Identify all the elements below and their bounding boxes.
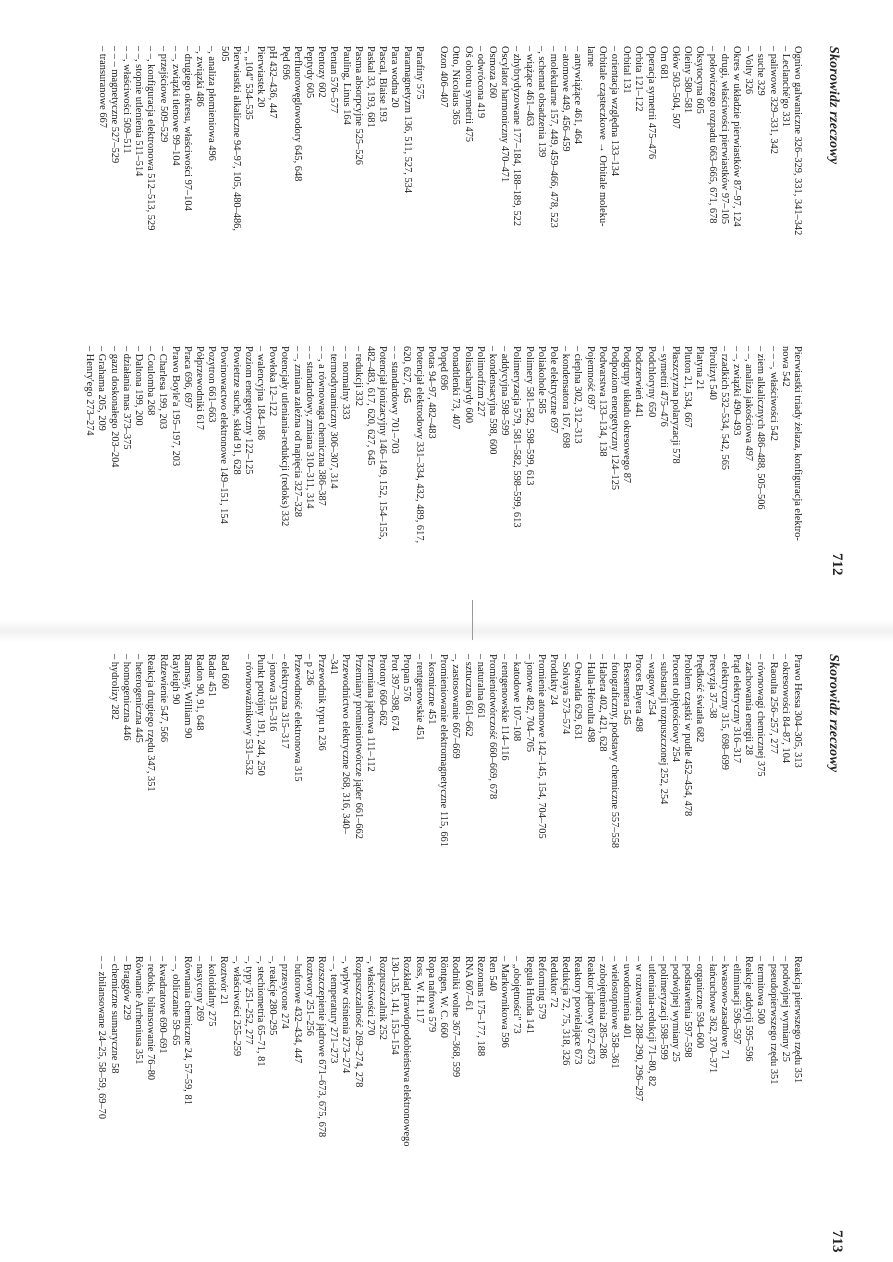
index-entry: Potas 94–97, 482–483 [425, 346, 437, 439]
index-entry: – – standardowy, zmiana 310–311, 314 [303, 346, 315, 509]
index-entry: – drugiego okresu, właściwości 97–104 [182, 46, 194, 211]
index-entry: Ramsay, William 90 [182, 654, 194, 739]
index-entry: Paramagnetyzm 136, 511, 527, 534 [401, 46, 413, 194]
index-entry: – okresowości 84–87, 104 [779, 654, 791, 764]
index-entry: Proces Bayera 498 [633, 654, 645, 732]
index-entry: Polisacharydy 600 [462, 346, 474, 424]
index-entry: – wiążące 461–463 [523, 46, 535, 127]
section-gap [230, 654, 242, 864]
index-entry: –, właściwości 270 [364, 956, 376, 1036]
index-entry: – zobojętnienia 285–286 [596, 956, 608, 1059]
index-entry: Pentan 576–577 [328, 46, 340, 114]
right-page [0, 642, 893, 1262]
index-entry: Problem cząstki w pudle 452–454, 478 [682, 654, 694, 817]
index-entry: – przejściowe 509–529 [157, 46, 169, 143]
index-entry: – termitowa 500 [755, 956, 767, 1025]
index-entry: pH 432–436, 447 [267, 46, 279, 119]
index-entry: – Charlesa 199, 203 [157, 346, 169, 430]
index-entry: Operacja symetrii 475–476 [645, 46, 657, 160]
index-entry: – koloidalny 275 [206, 956, 218, 1027]
index-entry: Podgrupy układu okresowego 87 [621, 346, 633, 484]
index-entry: – –, analiza jakościowa 497 [743, 346, 755, 462]
index-entry: Om 681 [657, 46, 669, 80]
index-entry: – sztuczna 661–662 [462, 654, 474, 737]
index-entry: – Halla-Héroulta 498 [584, 654, 596, 743]
index-entry: – rentgenowskie 451 [413, 654, 425, 741]
index-entry: – nasycony 269 [194, 956, 206, 1022]
index-entry: – –, związki 490–493 [730, 346, 742, 436]
index-entry: Podpoziom energetyczny 124–125 [608, 346, 620, 491]
index-entry: – cieplna 302, 312–313 [572, 346, 584, 444]
index-entry: Radar 451 [206, 654, 218, 697]
index-entry: – odwrócona 419 [474, 46, 486, 119]
index-entry: Rayleigh 90 [169, 654, 181, 705]
index-entry: Reaktory powielające 673 [572, 956, 584, 1065]
index-entry: Pasma absorpcyjne 525–526 [352, 46, 364, 165]
index-entry: Platyna 21 [694, 346, 706, 391]
index-entry: – Leclanché'go 331 [779, 46, 791, 127]
index-entry: –, wpływ ciśnienia 273–274 [340, 956, 352, 1074]
index-entry: Pascal, Blaise 193 [377, 46, 389, 122]
index-entry: Para wodna 20 [389, 46, 401, 108]
index-entry: – kwasowo-zasadowe 71 [718, 956, 730, 1060]
index-entry: Potencjały utleniania-redukcji (redoks) 332 [279, 346, 291, 527]
index-entry: – jonowa 315–316 [267, 654, 279, 732]
right-page-header: Skorowidz rzeczowy [826, 654, 841, 773]
index-entry: –, zastosowanie 667–669 [450, 654, 462, 759]
index-entry: – walencyjna 184–186 [255, 346, 267, 441]
index-entry: Podczerwień 441 [633, 346, 645, 418]
index-entry: – redukcji 332 [352, 346, 364, 407]
right-column-1 [108, 654, 803, 864]
index-entry: Rozszczepienie jądrowe 671–673, 675, 678 [316, 956, 328, 1138]
index-entry: – paliwowe 329–331, 342 [767, 46, 779, 154]
index-entry: Propan 576 [401, 654, 413, 702]
index-entry: Paskal 33, 193, 681 [365, 46, 377, 128]
index-entry: – Habera 402, 421, 628 [596, 654, 608, 752]
index-entry: Płaszczyzna polaryzacji 578 [669, 346, 681, 464]
index-entry: – atomowe 449, 456–459 [560, 46, 572, 152]
index-entry: Produkty 24 [547, 654, 559, 706]
index-entry: – –, związki tlenowe 99–104 [169, 46, 181, 166]
left-column-1 [95, 46, 803, 256]
index-entry: – drugi, właściwości pierwiastków 97–105 [718, 46, 730, 225]
index-entry: – symetrii 475–476 [657, 346, 669, 427]
index-entry: – Daltona 199, 200 [133, 346, 145, 426]
index-entry: 482–483, 617, 620, 627, 645 [364, 346, 376, 466]
index-entry: 130–135, 141, 153–154 [389, 956, 401, 1055]
index-entry: larne [584, 46, 596, 67]
index-entry: Reguła Hunda 141 [523, 956, 535, 1034]
index-entry: Oś obrotu symetrii 475 [462, 46, 474, 143]
index-entry: Pentozy 602 [316, 46, 328, 98]
index-entry: – addycyjna 598–599 [499, 346, 511, 436]
index-entry: – –, zmiana zależna od napięcia 327–328 [291, 346, 303, 518]
index-entry: Pojemność 697 [584, 346, 596, 410]
index-entry: Roztwory 251–256 [303, 956, 315, 1036]
index-entry: Ren 540 [486, 956, 498, 991]
index-entry: Potencjał elektrodowy 331–334, 432, 489, 617, [413, 346, 425, 544]
index-entry: – –, właściwości 509–511 [121, 46, 133, 154]
index-entry: Reduktor 72 [547, 956, 559, 1008]
index-entry: Przemiany promieniotwórcze jąder 661–662 [352, 654, 364, 839]
index-entry: – kondensatora 167, 698 [560, 346, 572, 449]
index-entry: – elektryczny 315, 698–699 [718, 654, 730, 771]
index-entry: – polimeryzacji 598–599 [657, 956, 669, 1060]
index-entry: – gazu doskonałego 203–204 [108, 346, 120, 468]
right-column-2 [95, 956, 803, 1166]
index-entry: Ponadtlenki 73, 407 [450, 346, 462, 430]
index-entry: Rozpuszczalnik 252 [377, 956, 389, 1040]
index-entry: Ozon 406–407 [438, 46, 450, 108]
index-entry: – redoks, bilansowanie 76–80 [145, 956, 157, 1081]
index-entry: – Raoulta 256–257, 277 [767, 654, 779, 754]
index-entry: Peptydy 605 [304, 46, 316, 99]
index-entry: Reforming 579 [535, 956, 547, 1020]
index-entry: Prędkość światła 682 [694, 654, 706, 743]
index-entry: Orbital 131 [621, 46, 633, 94]
right-page-number: 713 [829, 1230, 845, 1253]
index-entry: Radon 90, 91, 648 [194, 654, 206, 731]
index-entry: 505 [218, 46, 230, 62]
index-entry: Przemiana jądrowa 111–112 [364, 654, 376, 772]
index-entry: – pseudopierwszego rzędu 351 [767, 956, 779, 1085]
index-entry: – Bessemera 545 [621, 654, 633, 725]
index-entry: Przewodność elektronowa 315 [291, 654, 303, 782]
index-entry: Ogniwo galwaniczne 326–329, 331, 341–342 [792, 46, 803, 236]
index-entry: Oksytocyna 605 [694, 46, 706, 114]
index-entry: Pirolizyt 540 [706, 346, 718, 400]
index-entry: Röntgen, W. C. 660 [438, 956, 450, 1038]
index-entry: Polimeryzacja 579, 581–582, 598–599, 613 [511, 346, 523, 528]
index-entry: Ropa naftowa 579 [425, 956, 437, 1033]
index-entry: RNA 607–61 [462, 956, 474, 1012]
index-entry: Perfluorowęglowodory 645, 648 [291, 46, 303, 182]
index-entry: Prawo Hessa 304–305, 313 [792, 654, 803, 768]
section-gap [425, 46, 437, 256]
index-entry: Orbita 121–122 [633, 46, 645, 112]
index-entry: – fotograficzny, podstawy chemiczne 557–558 [608, 654, 620, 849]
index-entry: Promieniotwórczość 660–669, 678 [486, 654, 498, 800]
index-entry: Prawo Boyle'a 195–197, 203 [169, 346, 181, 467]
index-entry: – Grahama 205, 209 [96, 346, 108, 431]
index-entry: Pozytron 661–663 [206, 346, 218, 423]
index-entry: – orientacja względna 133–134 [608, 46, 620, 177]
index-entry: – kwadratowe 690–691 [157, 956, 169, 1054]
index-entry: Polimery 581–582, 598–599, 613 [523, 346, 535, 486]
index-entry: – uwodornienia 401 [621, 956, 633, 1040]
index-entry: – Ostwalda 629, 631 [572, 654, 584, 741]
index-entry: –, analiza płomieniowa 496 [206, 46, 218, 161]
index-entry: –, „104" 534–535 [243, 46, 255, 120]
index-entry: – –, a równowaga chemiczna 386–387 [316, 346, 328, 506]
index-entry: Reakcja drugiego rzędu 347, 351 [145, 654, 157, 792]
index-entry: – działania mas 373–375 [120, 346, 132, 450]
index-entry: –341 [328, 654, 340, 675]
index-entry: Ross, W. H. 117 [413, 956, 425, 1024]
index-entry: Pierwiastki alkaliczne 94–97, 105, 480–486, [230, 46, 242, 231]
index-entry: Parafiny 575 [413, 46, 425, 100]
index-entry: – równoważnikowy 531–532 [242, 654, 254, 776]
index-entry: Pole elektryczne 697 [547, 346, 559, 434]
index-entry: – „obojętności" 73 [511, 956, 523, 1034]
index-entry: – podstawienia 597–598 [682, 956, 694, 1058]
index-entry: – – normalny 333 [340, 346, 352, 420]
index-entry: – –, obliczanie 59–65 [169, 956, 181, 1046]
index-entry: –, właściwości 255–259 [230, 956, 242, 1057]
index-entry: – homogeniczna 446 [121, 654, 133, 741]
index-entry: – utleniania-redukcji 71–80, 82 [645, 956, 657, 1087]
index-entry: – antywiążące 461, 464 [572, 46, 584, 145]
index-entry: Osmoza 260 [486, 46, 498, 99]
index-entry: Otto, Nicolaus 365 [450, 46, 462, 125]
index-entry: – organiczne 594–600 [694, 956, 706, 1049]
left-column-2 [83, 346, 803, 556]
index-entry: – Volty 326 [743, 46, 755, 95]
index-entry: – – – magnetyczne 527–529 [108, 46, 120, 164]
index-entry: – –, konfiguracja elektronowa 512–513, 529 [145, 46, 157, 231]
index-entry: Protony 660–662 [377, 654, 389, 726]
index-entry: Popęd 696 [438, 346, 450, 391]
index-entry: nowa 542 [779, 346, 791, 387]
index-entry: Okres w układzie pierwiastków 87–97, 124 [730, 46, 742, 227]
index-entry: – katodowe 107–108 [511, 654, 523, 742]
index-entry: –, związki 486 [194, 46, 206, 107]
index-entry: Oscylator harmoniczny 470–471 [499, 46, 511, 183]
index-entry: – chemiczne sumaryczne 58 [108, 956, 120, 1074]
index-entry: Precyzja 37–38 [706, 654, 718, 719]
index-entry: – –, temperatury 271–273 [328, 956, 340, 1064]
index-entry: Równanie Arrheniusa 351 [133, 956, 145, 1065]
index-entry: – wielostopniowe 358–361 [608, 956, 620, 1069]
index-entry: Reakcje addycji 595–596 [743, 956, 755, 1062]
index-entry: – substancji rozpuszczonej 252, 254 [657, 654, 669, 805]
index-entry: – – –, właściwości 542 [767, 346, 779, 441]
index-entry: Pęd 696 [279, 46, 291, 80]
index-entry: – zhybrydyzowane 177–184, 188–189, 522 [511, 46, 523, 227]
index-entry: Rozpuszczalność 269–274, 278 [352, 956, 364, 1088]
index-entry: Powietrze suche, skład 91, 628 [230, 346, 242, 475]
index-entry: – rentgenowskie 114–116 [499, 654, 511, 761]
index-entry: Redukcja 72, 75, 318, 326 [560, 956, 572, 1066]
index-entry: Reakcja pierwszego rzędu 351 [792, 956, 803, 1084]
index-entry: Potencjał jonizacyjny 146–149, 152, 154–155, [377, 346, 389, 540]
index-entry: Pierwiastki triady żelaza, konfiguracja elektro- [792, 346, 803, 541]
index-entry: – zachowania energii 28 [743, 654, 755, 756]
index-entry: Oleiny 580–581 [682, 46, 694, 114]
index-entry: –, schemat obsadzenia 139 [535, 46, 547, 158]
index-entry: – suche 329 [755, 46, 767, 96]
index-entry: – transuranowe 667 [96, 46, 108, 128]
index-entry: Polimorfizm 227 [474, 346, 486, 417]
gutter-rule [472, 600, 473, 640]
index-entry: Pierwiastek 20 [255, 46, 267, 108]
index-entry: – eliminacji 596–597 [730, 956, 742, 1045]
left-page-header: Skorowidz rzeczowy [826, 46, 841, 165]
index-entry: – Braggów 229 [120, 956, 132, 1021]
index-entry: Orbitale cząsteczkowe → Orbitale moleku- [596, 46, 608, 227]
index-entry: Rodniki wolne 367–368, 599 [450, 956, 462, 1078]
index-entry: – kosmiczne 451 [425, 654, 437, 725]
left-page-number: 712 [829, 553, 845, 576]
index-entry: Przewodnik typu n 236 [316, 654, 328, 751]
index-entry: Powinowactwo elektronowe 149–151, 154 [218, 346, 230, 524]
index-entry: – buforowe 432–434, 447 [291, 956, 303, 1064]
index-entry: – – standardowy 701–703 [389, 346, 401, 454]
index-entry: – Coulomba 268 [145, 346, 157, 416]
index-entry: Równania chemiczne 24, 57–59, 81 [181, 956, 193, 1105]
index-entry: Roztwór 21 [218, 956, 230, 1005]
index-entry: –, typy 251–252, 277 [242, 956, 254, 1045]
index-entry: Poliakohole 585 [535, 346, 547, 414]
index-entry: –, reakcje 280–295 [267, 956, 279, 1036]
index-entry: – podwójnej wymiany 25 [779, 956, 791, 1062]
index-entry: – równowagi chemicznej 375 [755, 654, 767, 777]
index-entry: Promienie atomowe 142–145, 154, 704–705 [535, 654, 547, 839]
index-entry: – podwójnej wymiany 25 [669, 956, 681, 1062]
index-entry: Pluton 21, 534, 667 [682, 346, 694, 428]
index-entry: 620, 627, 645 [401, 346, 413, 404]
index-entry: Praca 696, 697 [181, 346, 193, 409]
index-entry: – naturalna 661 [474, 654, 486, 719]
index-entry: Powłoka 12–122 [267, 346, 279, 417]
index-entry: – – zbilansowane 24–25, 58–59, 69–70 [96, 956, 108, 1120]
index-entry: – ziem alkalicznych 486–488, 505–506 [755, 346, 767, 510]
index-entry: Ołów 503–504, 507 [669, 46, 681, 129]
index-entry: Promieniowanie elektromagnetyczne 115, 661 [438, 654, 450, 847]
index-entry: Prąd elektryczny 316–317 [730, 654, 742, 764]
index-entry: – hydrolizy 282 [108, 654, 120, 720]
book-gutter [0, 620, 893, 642]
index-entry: Podwarstwa 133–134, 138 [596, 346, 608, 457]
index-entry: – przesycone 274 [279, 956, 291, 1029]
index-entry: – heterogeniczna 445 [133, 654, 145, 743]
index-entry: Poziom energetyczny 122–125 [242, 346, 254, 475]
index-entry: – Markownikowa 596 [499, 956, 511, 1048]
index-entry: – molekularne 157, 449, 459–466, 478, 523 [547, 46, 559, 228]
index-entry: Podchloryny 650 [645, 346, 657, 418]
index-entry: – jonowe 482, 704–705 [523, 654, 535, 753]
index-entry: Pauling, Linus 164 [340, 46, 352, 125]
index-entry: – Henry'ego 273–274 [84, 346, 96, 436]
index-entry: – –, stopnie utlenienia 511–514 [133, 46, 145, 177]
index-entry: – termodynamiczny 306–307, 314 [328, 346, 340, 489]
index-entry: Półprzewodniki 617 [194, 346, 206, 430]
index-entry: Rdzewienie 547, 566 [157, 654, 169, 743]
index-entry: –, stechiometria 65–71, 81 [255, 956, 267, 1067]
index-entry: Procent objętościowy 254 [669, 654, 681, 762]
left-page [0, 0, 893, 620]
index-entry: – Solvaya 573–574 [560, 654, 572, 735]
index-entry: Rezonans 175–177, 188 [474, 956, 486, 1057]
index-entry: – elektryczna 315–317 [279, 654, 291, 749]
index-entry: – połowiczego rozpadu 663–665, 671, 678 [706, 46, 718, 224]
index-entry: – wagowy 254 [645, 654, 657, 716]
index-entry: – w roztworach 288–290, 296–297 [633, 956, 645, 1102]
index-entry: – łańcuchowe 362, 370–371 [706, 956, 718, 1074]
index-entry: – rzadkich 532–534, 542, 565 [718, 346, 730, 471]
index-entry: Reaktor jądrowy 672–673 [584, 956, 596, 1065]
index-entry: Przewodnictwo elektryczne 268, 316, 340– [340, 654, 352, 835]
index-entry: Prot 397–398, 674 [389, 654, 401, 732]
index-entry: Rozkład prawdopodobieństwa elektronowego [401, 956, 413, 1147]
index-entry: Rad 660 [218, 654, 230, 689]
index-entry: – kondensacyjna 598, 600 [486, 346, 498, 455]
index-entry: Punkt potrójny 191, 244, 250 [255, 654, 267, 776]
index-entry: – p 236 [303, 654, 315, 686]
